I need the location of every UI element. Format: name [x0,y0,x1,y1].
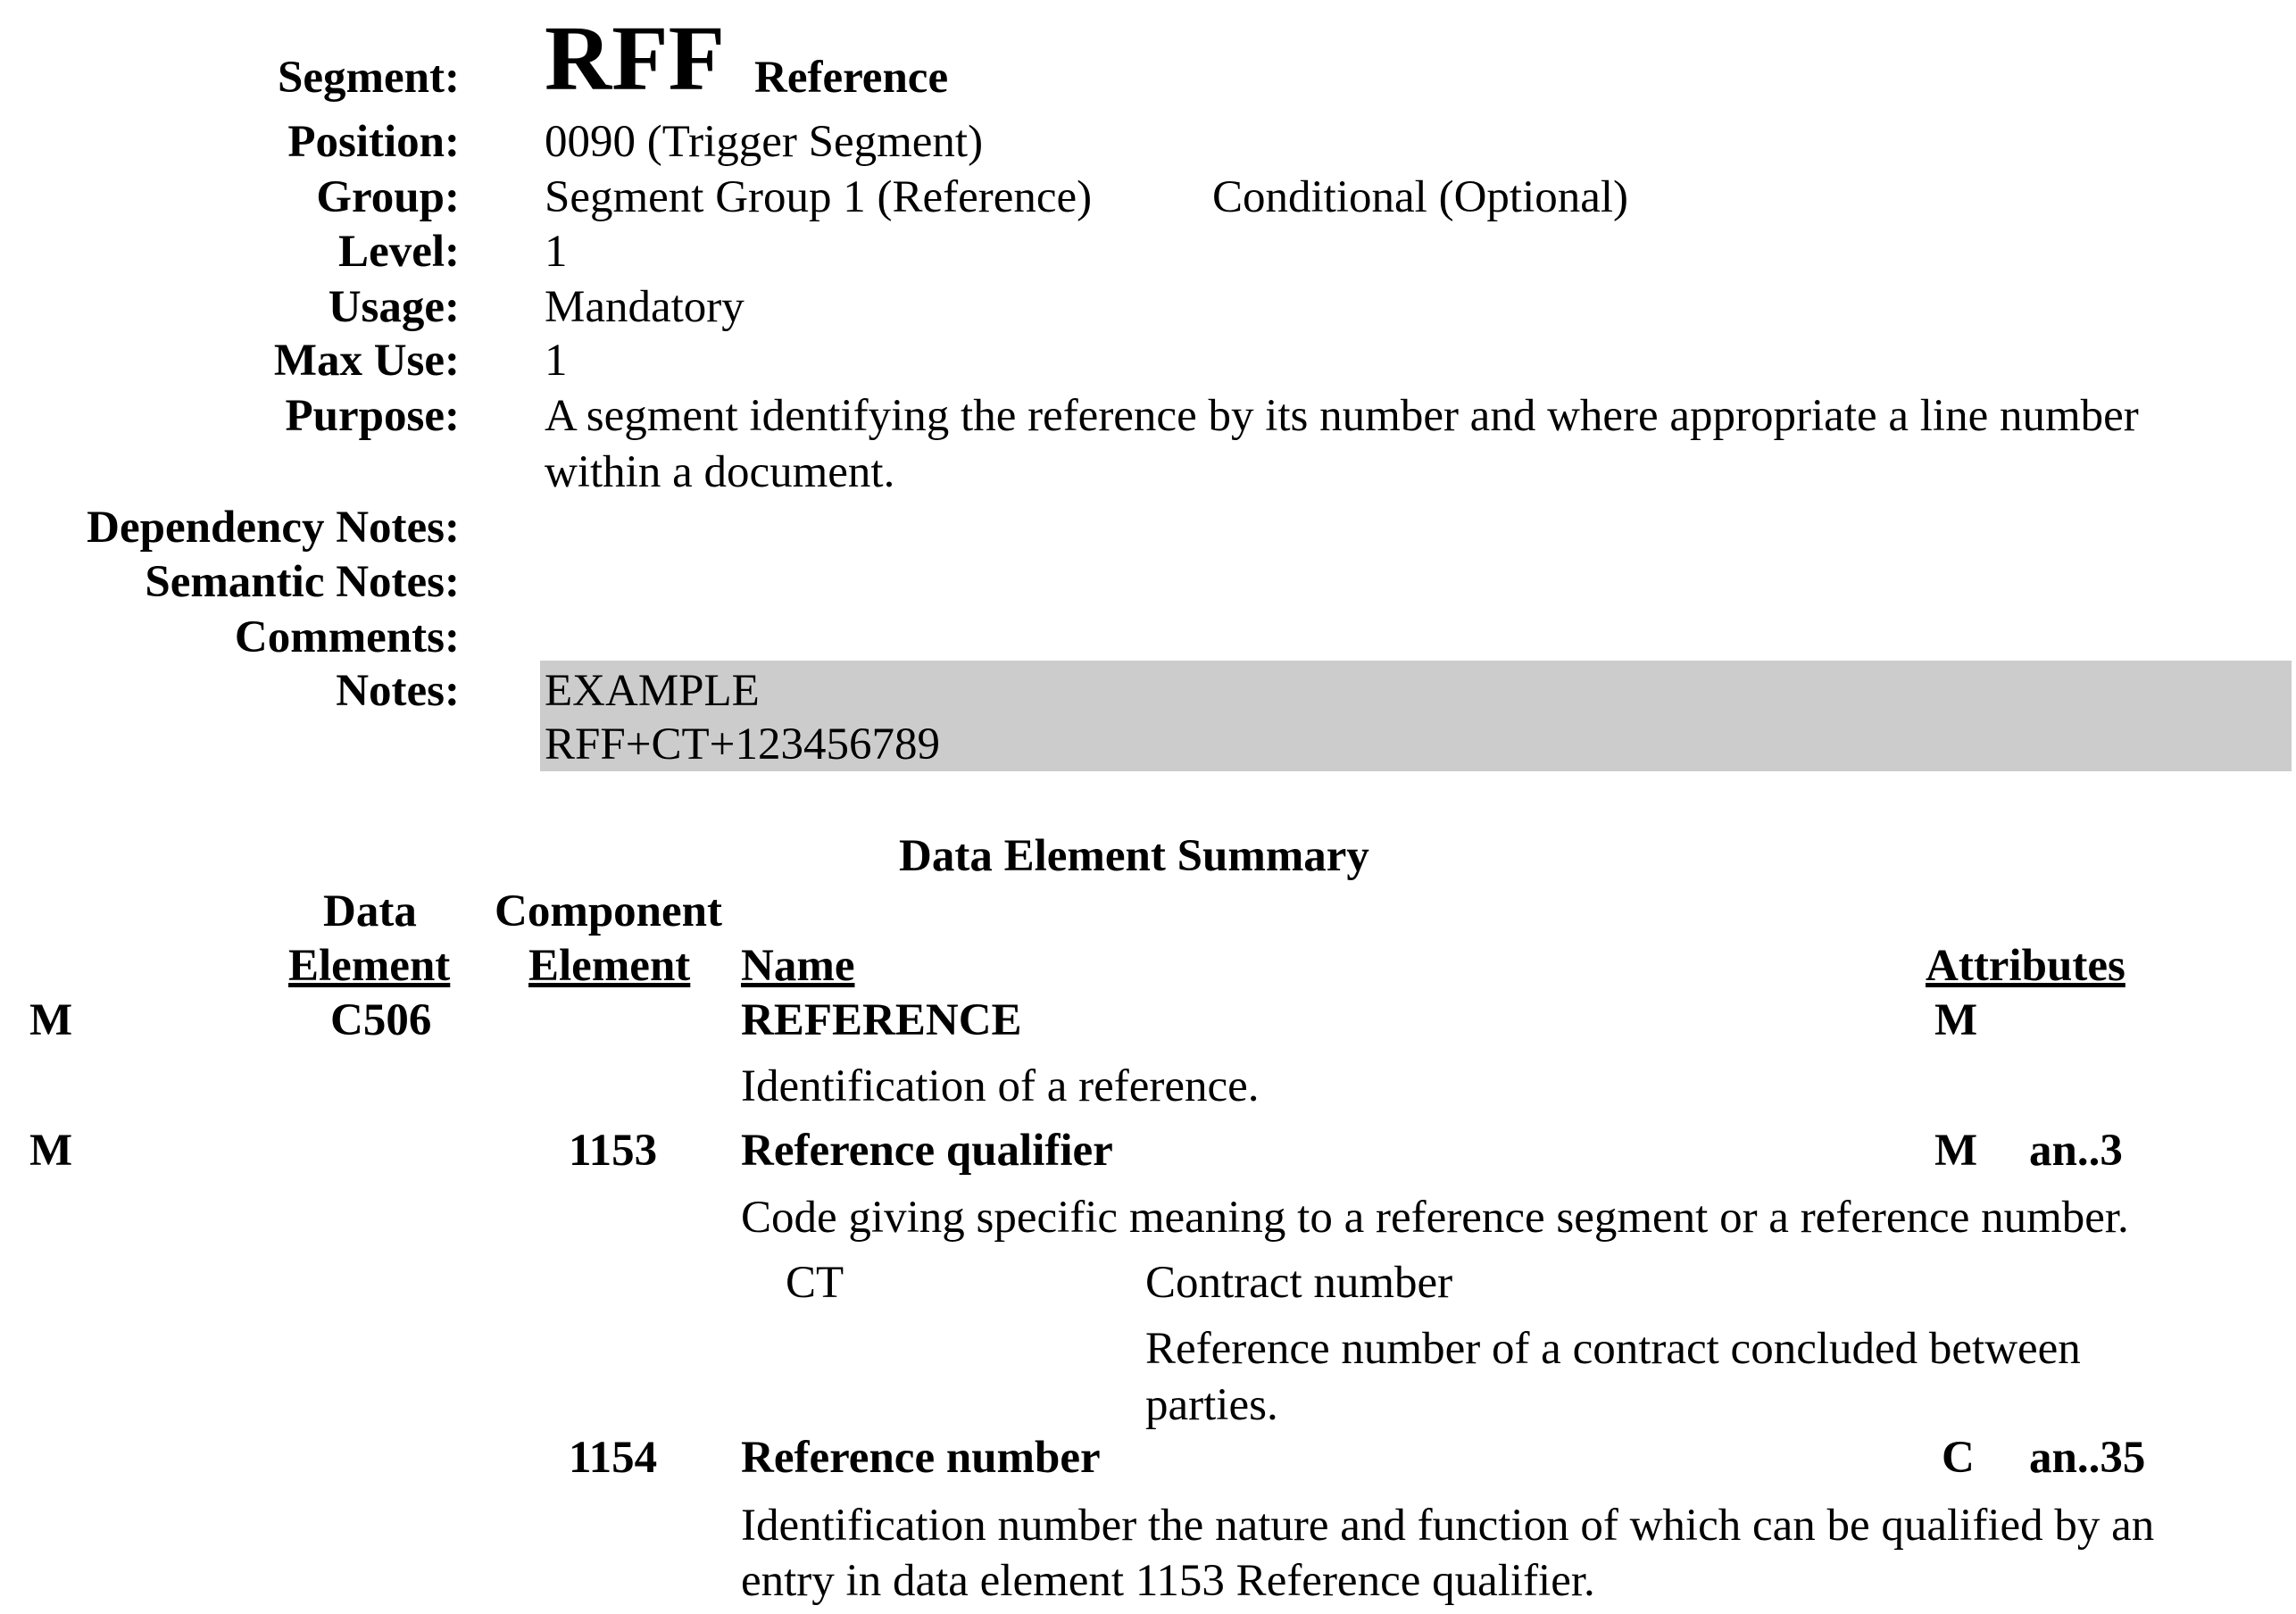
notes-line-2: RFF+CT+123456789 [545,720,940,770]
group-status: Conditional (Optional) [1212,172,1629,222]
summary-title: Data Element Summary [899,831,1369,881]
segment-code: RFF [545,7,726,110]
header-name: Name [741,941,855,991]
usage-value: Mandatory [545,282,745,332]
max-use-label: Max Use: [273,336,460,386]
row-description: Identification number the nature and function of which can be qualified by an [741,1501,2155,1551]
purpose-line-1: A segment identifying the reference by its number and where appropriate a line number [545,391,2139,441]
usage-label: Usage: [328,282,460,332]
header-component: Component [495,886,723,936]
level-label: Level: [338,227,460,277]
group-value: Segment Group 1 (Reference) [545,172,1093,222]
row-data-element: C506 [330,995,432,1045]
row-component-element: 1154 [569,1433,658,1483]
segment-title: Reference [754,53,949,103]
header-component-element: Element [528,941,691,991]
purpose-line-2: within a document. [545,447,895,497]
group-label: Group: [316,172,460,222]
comments-label: Comments: [234,612,460,662]
row-name: REFERENCE [741,995,1022,1045]
row-description: Identification of a reference. [741,1061,1260,1111]
row-description: Code giving specific meaning to a reference segment or a reference number. [741,1193,2129,1243]
row-usage: M [29,1126,73,1176]
notes-line-1: EXAMPLE [545,666,760,716]
max-use-value: 1 [545,336,568,386]
purpose-label: Purpose: [285,391,460,441]
row-component-element: 1153 [569,1126,658,1176]
row-attr-format: an..3 [2029,1126,2123,1176]
dependency-notes-label: Dependency Notes: [87,503,460,553]
position-value: 0090 (Trigger Segment) [545,117,984,167]
header-attributes: Attributes [1926,941,2125,991]
row-attr-format: an..35 [2029,1433,2146,1483]
row-name: Reference number [741,1433,1101,1483]
code-description: Reference number of a contract concluded between [1145,1324,2081,1374]
position-label: Position: [287,117,460,167]
level-value: 1 [545,227,568,277]
header-data-element: Element [288,941,451,991]
row-name: Reference qualifier [741,1126,1113,1176]
row-attr-requirement: M [1934,1126,1978,1176]
segment-label: Segment: [278,53,460,103]
semantic-notes-label: Semantic Notes: [145,557,460,607]
row-usage: M [29,995,73,1045]
row-description: entry in data element 1153 Reference qualifier. [741,1556,1595,1606]
code-description: parties. [1145,1380,1278,1430]
code-name: Contract number [1145,1258,1453,1308]
header-data: Data [323,886,417,936]
row-attr-requirement: C [1942,1433,1975,1483]
row-attr-requirement: M [1934,995,1978,1045]
code-value: CT [786,1258,844,1308]
notes-label: Notes: [336,666,460,716]
